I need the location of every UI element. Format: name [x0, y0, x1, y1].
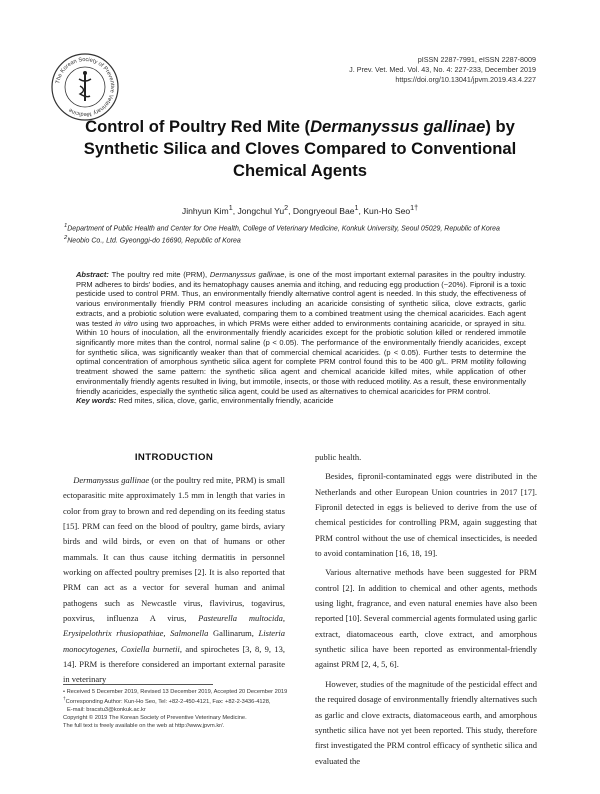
- title-text: Control of Poultry Red Mite (: [85, 117, 311, 136]
- corresponding-author: Corresponding Author: Kun-Ho Seo, Tel: +82-2-450-4121, Fax: +82-2-3436-4128,: [65, 698, 271, 705]
- abstract-italic: Dermanyssus gallinae: [209, 270, 285, 279]
- author-name: Dongryeoul Bae: [292, 205, 355, 216]
- footnote-divider: [63, 684, 213, 685]
- footnotes: [63, 688, 303, 730]
- author-separator: ,: [288, 205, 293, 216]
- affil-mark: 2: [64, 234, 68, 241]
- svg-text:The Korean Society of Preventi: The Korean Society of Preventive Veterinary Medicine: [55, 56, 116, 118]
- intro-paragraph-2: Besides, fipronil-contaminated eggs were distributed in the Netherlands and other European Union countries in 2017 [17]. Fipronil detected in eggs is believed to derive from the use of chemical pesticides for controlling PRM, again suggesting that PRM control without the use of chemical insecticides, is needed to avoid contamination [16, 18, 19].: [315, 471, 537, 559]
- title-line-3: Chemical Agents: [232, 161, 367, 180]
- author-name: Kun-Ho Seo: [363, 205, 411, 216]
- affiliations: [64, 222, 540, 246]
- affiliation-2: Neobio Co., Ltd. Gyeonggi-do 16690, Republic of Korea: [67, 237, 241, 245]
- author-affil-mark: 1†: [410, 204, 419, 212]
- author-list: [0, 204, 600, 216]
- affil-mark: 1: [64, 223, 68, 229]
- abstract-label: Abstract:: [76, 270, 109, 279]
- affiliation-1: Department of Public Health and Center for One Health, College of Veterinary Medicine, Konkuk University, Seoul 05029, Republic of Korea: [67, 225, 500, 233]
- author-separator: ,: [358, 205, 364, 216]
- journal-meta: [349, 55, 536, 85]
- species-name: Pasteurella multocida, Erysipelothrix rhusiopathiae, Salmonella: [63, 613, 285, 639]
- author-separator: ,: [232, 205, 238, 216]
- title-line-2: Synthetic Silica and Cloves Compared to Conventional: [83, 139, 517, 158]
- issn-line: pISSN 2287-7991, eISSN 2287-8009: [417, 55, 536, 64]
- paragraph-text: Gallinarum,: [208, 628, 259, 639]
- abstract-italic: in vitro: [115, 318, 138, 328]
- left-column: [63, 473, 285, 688]
- received-dates: • Received 5 December 2019, Revised 13 December 2019, Accepted 20 December 2019: [63, 689, 288, 695]
- title-species: Dermanyssus gallinae: [310, 117, 486, 136]
- author-affil-mark: 2: [284, 204, 289, 212]
- section-heading-introduction: INTRODUCTION: [134, 452, 214, 463]
- species-name: Dermanyssus gallinae: [73, 475, 150, 485]
- author-affil-mark: 1: [354, 204, 359, 212]
- intro-paragraph-1: [63, 473, 285, 688]
- intro-paragraph-4: However, studies of the magnitude of the pesticidal effect and the required dosage of environmentally friendly alternatives such as garlic and clove extracts, diatomaceous earth, and amorphous synthetic silica have not yet been reported. This study, therefore first investigated the PRM control efficacy of synthetic silica and evaluated the: [315, 678, 537, 766]
- abstract-text: The poultry red mite (PRM),: [108, 270, 210, 279]
- keywords: Red mites, silica, clove, garlic, environmentally friendly, acaricide: [116, 396, 334, 406]
- keywords-label: Key words:: [76, 396, 117, 406]
- society-seal-logo: [50, 52, 120, 122]
- intro-paragraph-continued: public health.: [315, 452, 362, 462]
- copyright: Copyright © 2019 The Korean Society of Preventive Veterinary Medicine.: [63, 714, 247, 721]
- title-text: ) by: [485, 117, 515, 136]
- access-note: The full text is freely available on the web at http://www.jpvm.kr/.: [63, 722, 225, 729]
- author-name: Jinhyun Kim: [181, 205, 229, 216]
- paper-title: [80, 116, 520, 182]
- species-name: Listeria monocytogenes, Coxiella burnetii: [63, 628, 285, 654]
- paragraph-text: , and spirochetes [3, 8, 9, 13, 14]. PRM is therefore considered an important external parasite in veterinary: [63, 643, 285, 685]
- paragraph-text: (or the poultry red mite, PRM) is small ectoparasitic mite approximately 1.5 mm in length that varies in color from gray to brown and red depending on its feeding status [15]. PRM can feed on the blood of poultry, game birds, aviary birds and wild birds, or even on that of humans or other mammals. It can thus cause itching dermatitis in personnel working on affected poultry premises [2]. It is also reported that PRM can act as a vector for several human and animal pathogens such as Newcastle virus, flavivirus, togavirus, poxvirus, influenza A virus,: [63, 475, 285, 624]
- abstract-text: using two approaches, in which PRMs were either added to environments containing acaricide, or sprayed in situ. Within 10 hours of inoculation, all the environmentally friendly acaricides except for the probiotic solution killed or rendered immotile significantly more mites than the control, normal saline (p < 0.05). The performance of the environmentally friendly acaricides, except for synthetic silica, was significantly weaker than that of commercial chemical acaricides. (p < 0.05). Further tests to determine the optimal concentration of amorphous synthetic silica agent for complete PRM control found this to be 400 g/L. PRM motility following treatment showed the same pattern: the synthetic silica agent and chemical acaricide killed mites, while application of other environmentally friendly agents resulted in living, but immotile, insects, or those with reduced motility. As a result, these environmentally friendly acaricides, especially the synthetic silica agent, could be used as alternatives to chemical acaricides for PRM control.: [76, 318, 526, 396]
- intro-paragraph-3: Various alternative methods have been suggested for PRM control [2]. In addition to chemical and other agents, methods using light, fragrance, and even natural enemies have also been reported [10]. Several commercial agents formulated using garlic extract, diatomaceous earth, clove extract, and amorphous synthetic silica have been reported as environmental-friendly against PRM [2, 4, 5, 6].: [315, 567, 537, 670]
- email[interactable]: E-mail: bracstu3@konkuk.ac.kr: [67, 706, 146, 713]
- abstract-text: , is one of the most important external parasites in the poultry industry. PRM adheres to birds' bodies, and its hematophagy causes anemia and itching, and reducing egg production (~20%). Fipronil is a toxic pesticide used to control PRM. Thus, an environmentally friendly alternative control agent is needed. In this study, the effectiveness of various environmentally friendly PRM control measures including an acaricide consisting of synthetic silica, clove extracts, garlic extracts, and a probiotic solution were evaluated, comparing them to a combined treatment using the chemical acaricides. Each agent was tested: [76, 270, 526, 328]
- right-column: [315, 450, 537, 769]
- author-affil-mark: 1: [228, 204, 233, 212]
- citation-line: J. Prev. Vet. Med. Vol. 43, No. 4: 227-233, December 2019: [349, 65, 536, 74]
- corr-mark: †: [63, 697, 66, 702]
- doi-link[interactable]: https://doi.org/10.13041/jpvm.2019.43.4.227: [395, 75, 536, 84]
- author-name: Jongchul Yu: [237, 205, 285, 216]
- abstract: [76, 270, 526, 406]
